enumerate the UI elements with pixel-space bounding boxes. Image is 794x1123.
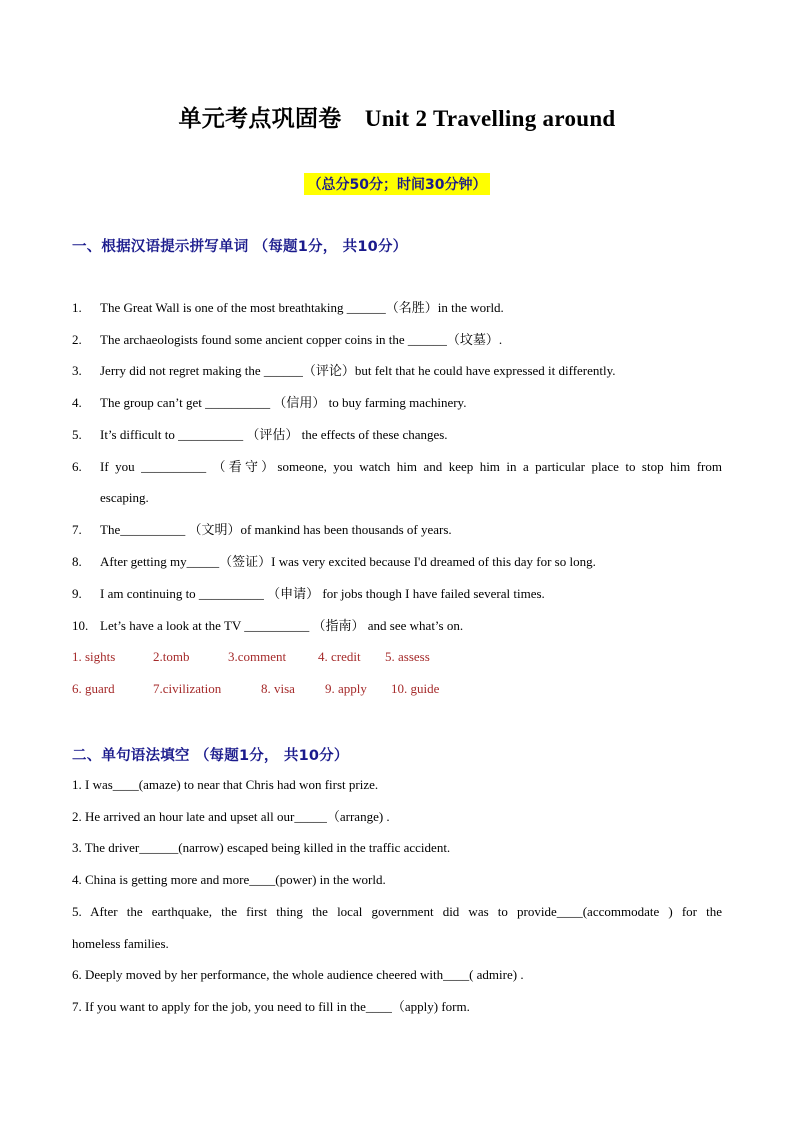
grammar-item-continued: homeless families.	[72, 936, 169, 951]
subtitle-wrap	[0, 173, 794, 195]
answer: 7.civilization	[153, 681, 222, 696]
question-text: escaping.	[100, 490, 149, 505]
answer: 3.comment	[228, 649, 287, 664]
grammar-item: 6. Deeply moved by her performance, the whole audience cheered with____( admire) .	[72, 967, 524, 982]
question-item	[72, 459, 722, 475]
grammar-item: 7. If you want to apply for the job, you need to fill in the____（apply) form.	[72, 999, 470, 1014]
question-item	[72, 395, 722, 411]
question-number: 3.	[72, 363, 82, 378]
question-text: Let’s have a look at the TV __________ （指南） and see what’s on.	[100, 618, 464, 633]
question-number: 9.	[72, 586, 82, 601]
answer: 9. apply	[325, 681, 367, 696]
question-item	[72, 586, 722, 602]
question-text: The group can’t get __________ （信用） to buy farming machinery.	[100, 395, 467, 410]
score-time-note: （总分50分；时间30分钟）	[304, 173, 491, 195]
answer: 5. assess	[385, 649, 430, 664]
question-item	[72, 554, 722, 570]
question-text: After getting my_____（签证）I was very excited because I'd dreamed of this day for so long.	[100, 554, 596, 569]
question-number: 2.	[72, 332, 82, 347]
question-number: 6.	[72, 459, 82, 474]
question-number: 5.	[72, 427, 82, 442]
answer-key-row	[72, 681, 722, 697]
grammar-item: 5. After the earthquake, the first thing the local government did was to provide____(accommodate ) for the	[72, 904, 722, 919]
grammar-item: 4. China is getting more and more____(power) in the world.	[72, 872, 386, 887]
answer-key-row	[72, 649, 722, 665]
grammar-item: 2. He arrived an hour late and upset all our_____（arrange) .	[72, 809, 390, 824]
question-text: The__________ （文明）of mankind has been thousands of years.	[100, 522, 452, 537]
answer: 1. sights	[72, 649, 116, 664]
section2-heading: 二、单句语法填空 （每题1分， 共10分）	[72, 748, 349, 764]
question-number: 4.	[72, 395, 82, 410]
question-item	[72, 332, 722, 348]
question-number: 10.	[72, 618, 89, 633]
answer: 6. guard	[72, 681, 115, 696]
answer: 8. visa	[261, 681, 295, 696]
question-number: 8.	[72, 554, 82, 569]
grammar-item: 3. The driver______(narrow) escaped being killed in the traffic accident.	[72, 840, 451, 855]
question-text: The archaeologists found some ancient copper coins in the ______（坟墓）.	[100, 332, 503, 347]
question-item	[72, 300, 722, 316]
question-text: If you __________ （看守）someone, you watch him and keep him in a particular place to stop him from	[100, 459, 722, 474]
question-item-continued	[72, 490, 722, 506]
answer: 10. guide	[391, 681, 440, 696]
page-title: 单元考点巩固卷 Unit 2 Travelling around	[178, 106, 616, 131]
question-text: I am continuing to __________ （申请） for jobs though I have failed several times.	[100, 586, 545, 601]
question-number: 1.	[72, 300, 82, 315]
question-item	[72, 427, 722, 443]
section1-heading: 一、根据汉语提示拼写单词 （每题1分， 共10分）	[72, 239, 408, 255]
question-item	[72, 522, 722, 538]
question-text: The Great Wall is one of the most breathtaking ______（名胜）in the world.	[100, 300, 504, 315]
question-text: It’s difficult to __________ （评估） the effects of these changes.	[100, 427, 448, 442]
question-number: 7.	[72, 522, 82, 537]
grammar-item: 1. I was____(amaze) to near that Chris had won first prize.	[72, 777, 379, 792]
answer: 4. credit	[318, 649, 361, 664]
question-text: Jerry did not regret making the ______（评论）but felt that he could have expressed it differently.	[100, 363, 616, 378]
answer: 2.tomb	[153, 649, 190, 664]
question-item	[72, 618, 722, 634]
question-item	[72, 363, 722, 379]
